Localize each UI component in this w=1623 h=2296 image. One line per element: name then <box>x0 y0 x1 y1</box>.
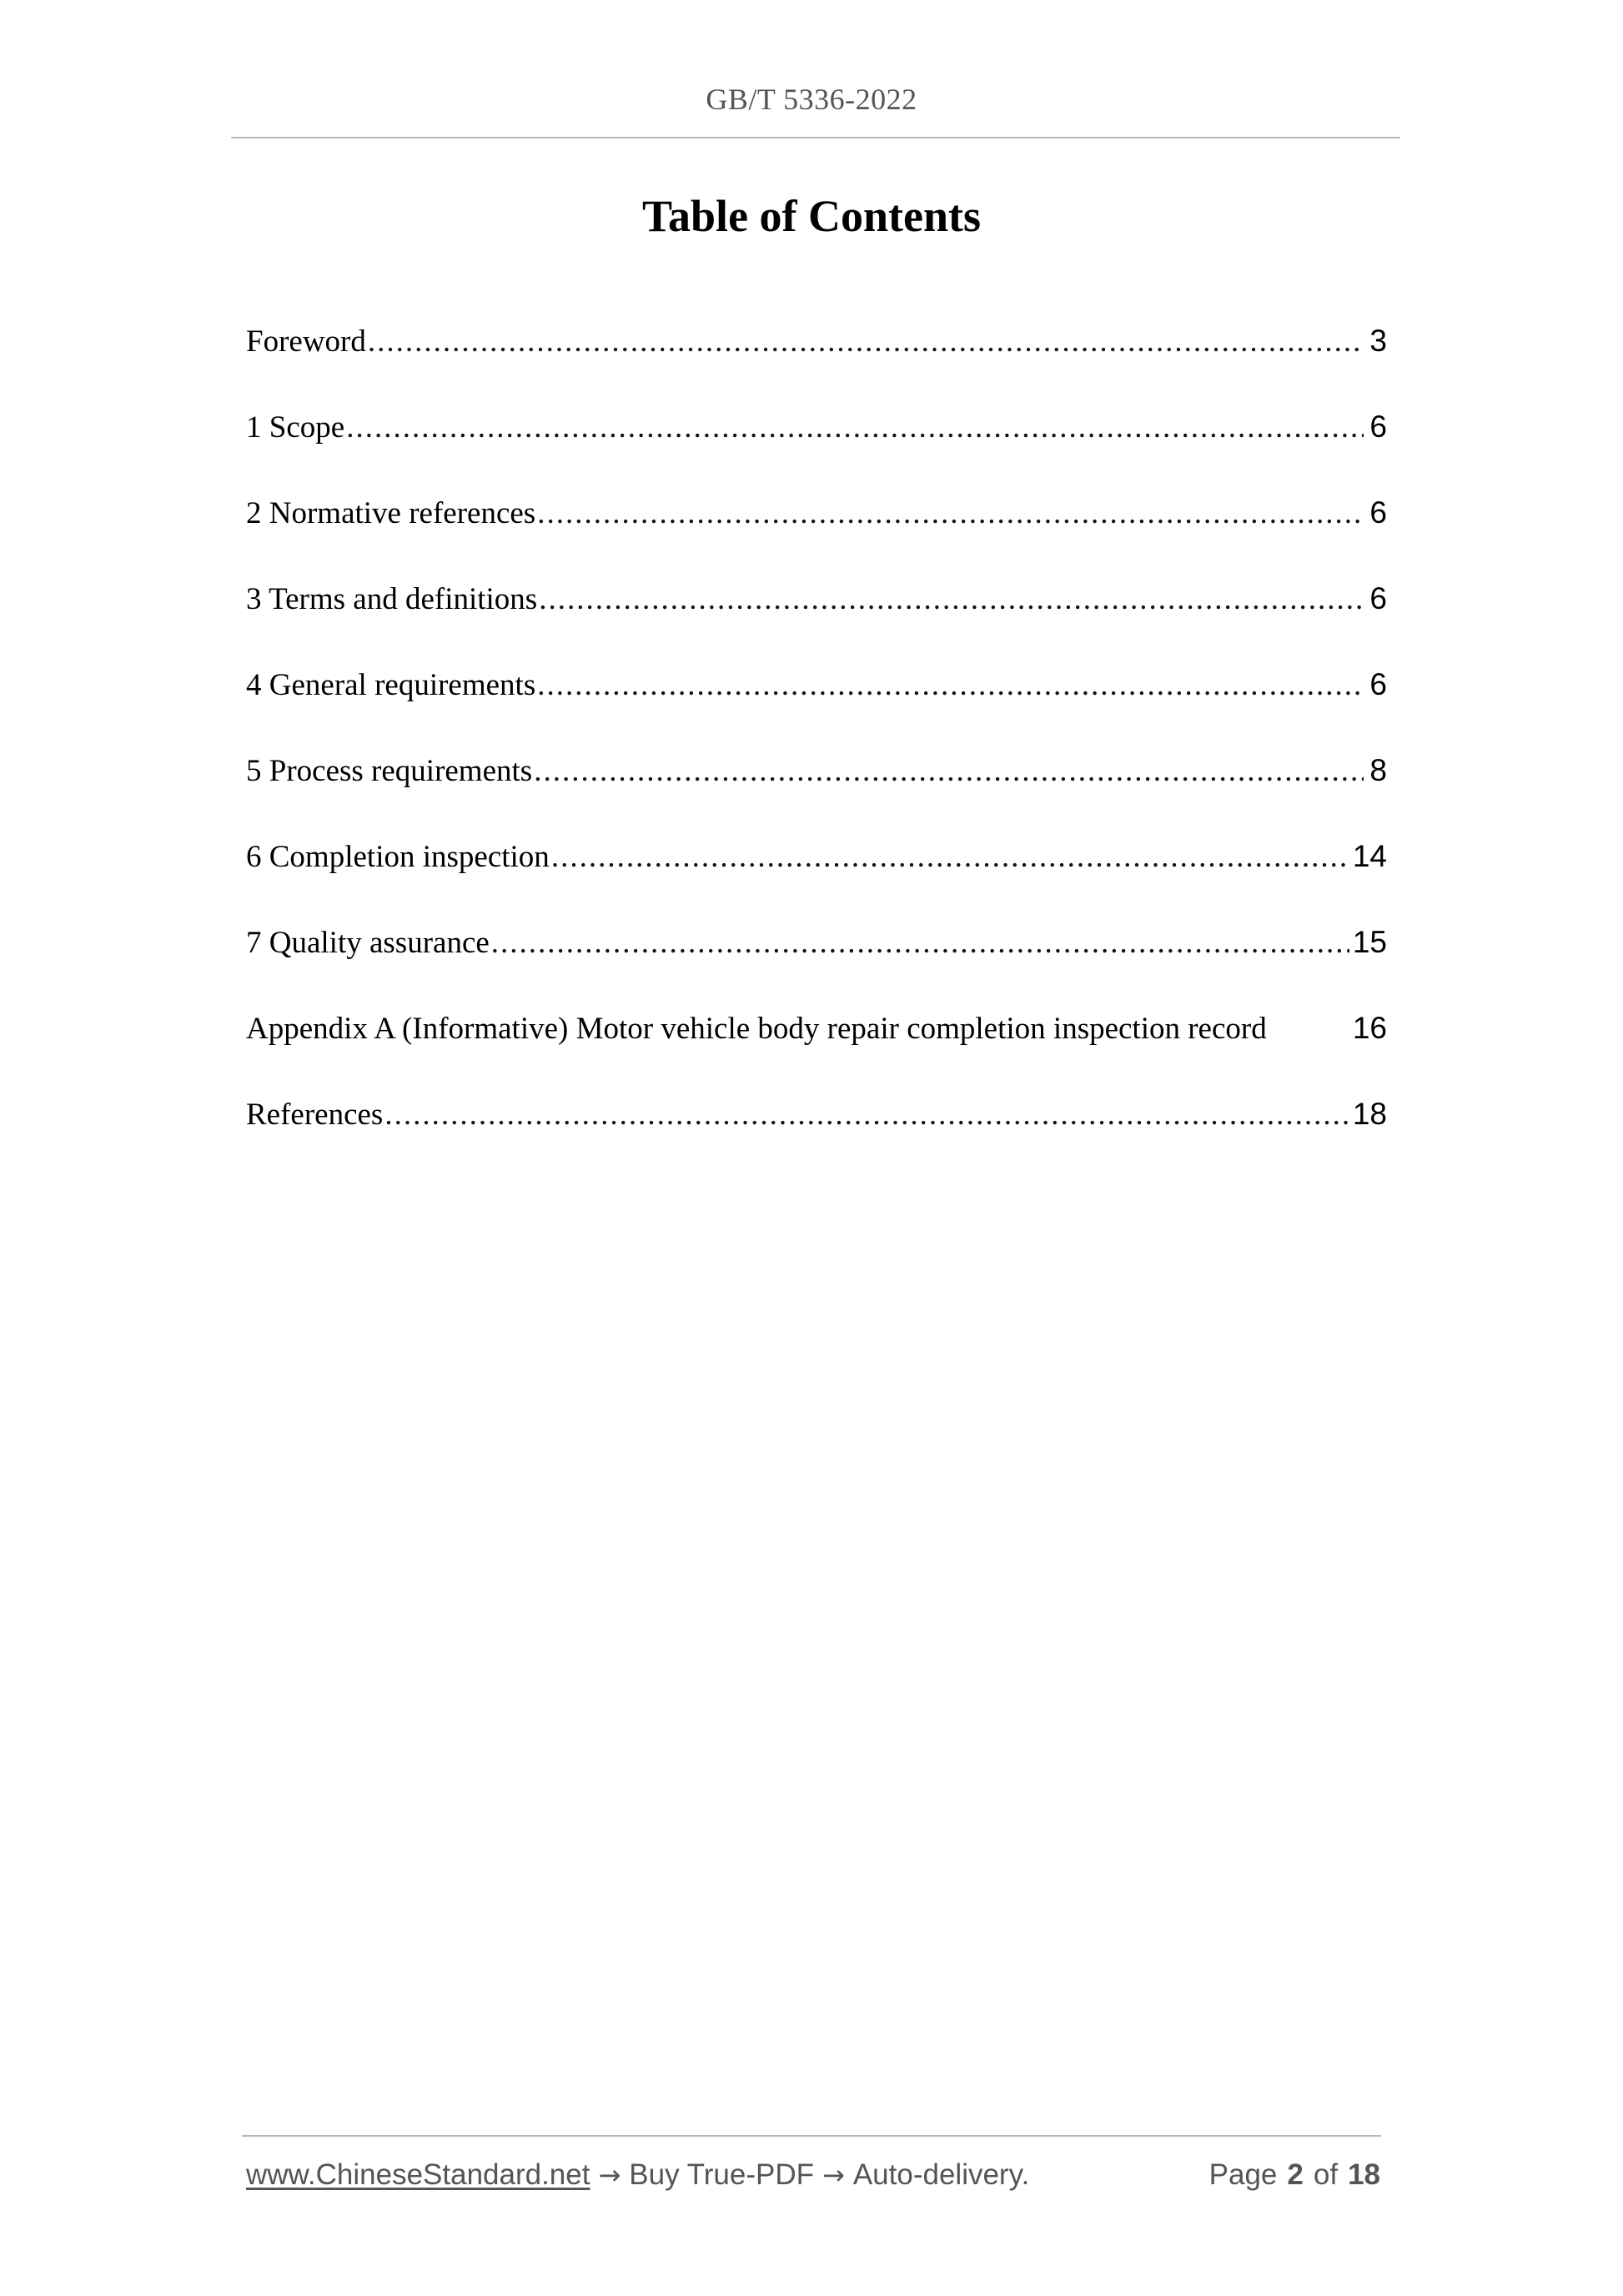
site-link[interactable]: www.ChineseStandard.net <box>246 2158 590 2191</box>
toc-entry-references[interactable] <box>246 1097 1387 1183</box>
toc-entry-page: 18 <box>1352 1097 1387 1131</box>
toc-entry-page: 6 <box>1369 495 1387 530</box>
of-word: of <box>1313 2158 1339 2191</box>
toc-entry-label: References <box>246 1098 384 1132</box>
toc-leader-dots <box>384 1097 1349 1133</box>
toc-entry-page: 3 <box>1369 324 1387 358</box>
toc-entry-label: 1 Scope <box>246 410 345 445</box>
table-of-contents <box>246 324 1387 1183</box>
toc-leader-dots <box>537 495 1364 531</box>
toc-entry-page: 6 <box>1369 409 1387 444</box>
toc-entry-process-requirements[interactable] <box>246 753 1387 839</box>
toc-entry-page: 15 <box>1352 925 1387 959</box>
toc-leader-dots <box>368 324 1364 359</box>
toc-entry-appendix-a[interactable] <box>246 1011 1387 1097</box>
toc-entry-completion-inspection[interactable] <box>246 839 1387 925</box>
page-indicator <box>1199 2158 1380 2192</box>
toc-entry-terms-and-definitions[interactable] <box>246 581 1387 667</box>
toc-entry-label: 2 Normative references <box>246 496 536 530</box>
toc-leader-dots <box>537 667 1364 703</box>
toc-entry-foreword[interactable] <box>246 324 1387 409</box>
toc-entry-normative-references[interactable] <box>246 495 1387 581</box>
toc-entry-page: 14 <box>1352 839 1387 873</box>
toc-leader-dots <box>346 409 1364 445</box>
toc-leader-dots <box>551 839 1349 875</box>
toc-entry-quality-assurance[interactable] <box>246 925 1387 1011</box>
current-page-number: 2 <box>1287 2158 1304 2191</box>
page-title: Table of Contents <box>641 191 982 241</box>
toc-leader-dots <box>539 581 1364 617</box>
toc-entry-label: Appendix A (Informative) Motor vehicle body repair completion inspection record <box>246 1012 1267 1046</box>
total-pages-number: 18 <box>1348 2158 1380 2191</box>
header-divider <box>231 137 1400 138</box>
toc-entry-page: 8 <box>1369 753 1387 787</box>
toc-leader-dots <box>534 753 1364 789</box>
auto-delivery-text: Auto-delivery. <box>852 2158 1030 2191</box>
page-header-standard-code: GB/T 5336-2022 <box>706 83 917 116</box>
footer-divider <box>242 2135 1381 2137</box>
toc-entry-label: 5 Process requirements <box>246 754 533 788</box>
toc-entry-label: 3 Terms and definitions <box>246 582 538 616</box>
right-arrow-icon: → <box>822 2159 845 2191</box>
toc-entry-label: Foreword <box>246 324 366 359</box>
buy-true-pdf-text: Buy True-PDF <box>629 2158 815 2191</box>
toc-entry-scope[interactable] <box>246 409 1387 495</box>
right-arrow-icon: → <box>598 2159 621 2191</box>
toc-entry-page: 6 <box>1369 667 1387 701</box>
page-footer <box>246 2158 1380 2192</box>
page-word: Page <box>1208 2158 1278 2191</box>
toc-entry-page: 6 <box>1369 581 1387 615</box>
toc-entry-label: 7 Quality assurance <box>246 926 490 960</box>
toc-entry-label: 6 Completion inspection <box>246 840 550 874</box>
toc-leader-dots <box>491 925 1349 961</box>
toc-entry-label: 4 General requirements <box>246 668 536 702</box>
toc-entry-page: 16 <box>1352 1011 1387 1045</box>
toc-entry-general-requirements[interactable] <box>246 667 1387 753</box>
